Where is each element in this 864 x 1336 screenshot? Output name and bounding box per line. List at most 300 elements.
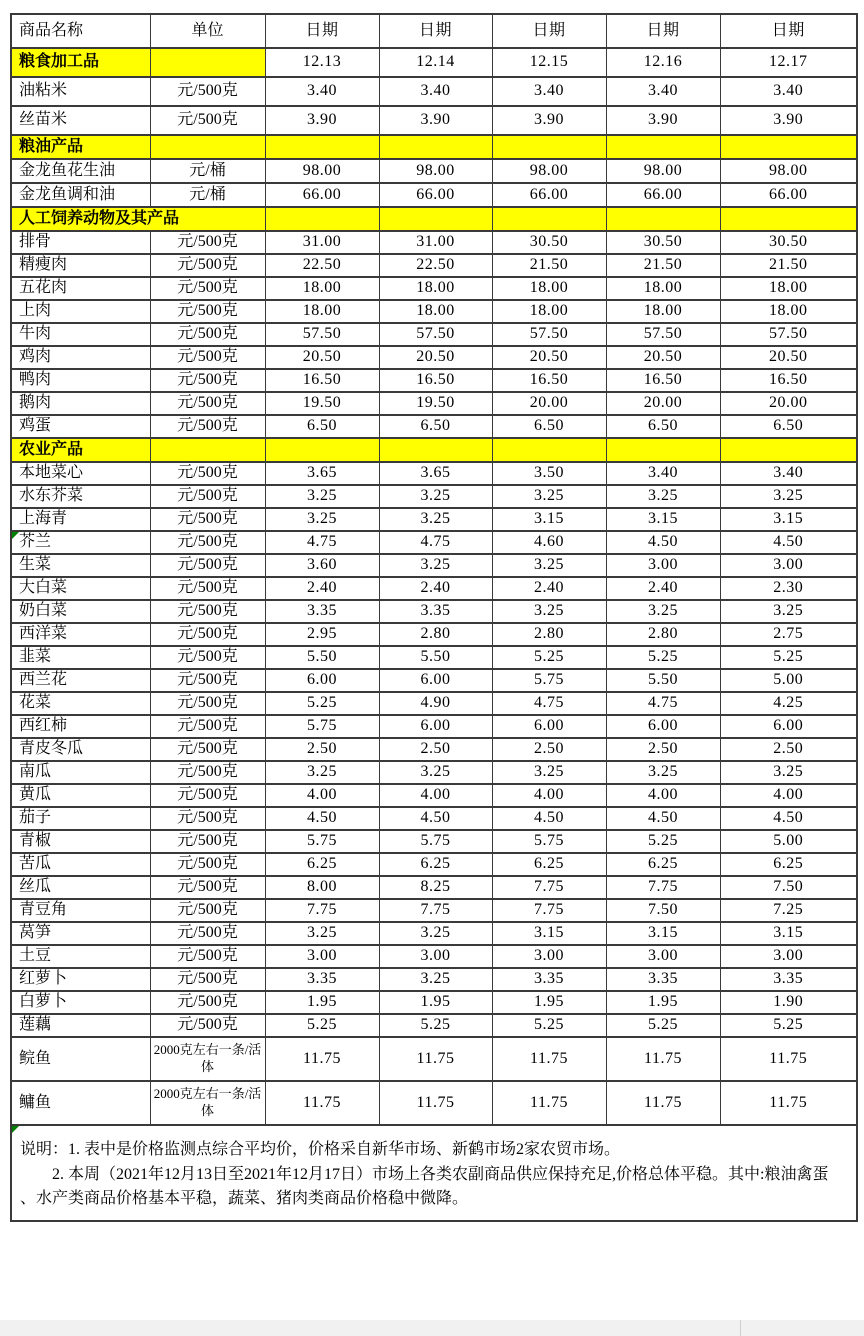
unit-cell[interactable]: 元/500克: [150, 106, 265, 135]
section-filler-cell[interactable]: [720, 438, 857, 462]
price-cell[interactable]: 5.00: [720, 669, 857, 692]
price-cell[interactable]: 18.00: [265, 277, 379, 300]
unit-cell[interactable]: 元/500克: [150, 922, 265, 945]
product-cell[interactable]: 西兰花: [11, 669, 150, 692]
price-cell[interactable]: 16.50: [265, 369, 379, 392]
price-cell[interactable]: 3.25: [606, 600, 720, 623]
section-filler-cell[interactable]: [606, 438, 720, 462]
price-cell[interactable]: 3.00: [720, 554, 857, 577]
product-cell[interactable]: 芥兰: [11, 531, 150, 554]
price-cell[interactable]: 1.95: [379, 991, 492, 1014]
price-cell[interactable]: 1.95: [492, 991, 606, 1014]
price-cell[interactable]: 4.00: [606, 784, 720, 807]
price-cell[interactable]: 4.75: [492, 692, 606, 715]
column-header-date[interactable]: 日期: [265, 14, 379, 48]
unit-cell[interactable]: 元/500克: [150, 300, 265, 323]
price-cell[interactable]: 5.25: [379, 1014, 492, 1037]
price-cell[interactable]: 66.00: [606, 183, 720, 207]
price-cell[interactable]: 3.90: [379, 106, 492, 135]
price-cell[interactable]: 4.75: [265, 531, 379, 554]
section-title-cell[interactable]: 人工饲养动物及其产品: [11, 207, 265, 231]
price-cell[interactable]: 7.75: [606, 876, 720, 899]
unit-cell[interactable]: 元/500克: [150, 715, 265, 738]
unit-cell[interactable]: 元/500克: [150, 462, 265, 485]
price-cell[interactable]: 3.25: [720, 761, 857, 784]
section-filler-cell[interactable]: [492, 438, 606, 462]
price-cell[interactable]: 2.50: [265, 738, 379, 761]
price-cell[interactable]: 5.50: [265, 646, 379, 669]
price-cell[interactable]: 8.00: [265, 876, 379, 899]
price-cell[interactable]: 6.25: [606, 853, 720, 876]
price-cell[interactable]: 11.75: [720, 1037, 857, 1081]
section-unit-cell[interactable]: [150, 438, 265, 462]
product-cell[interactable]: 黄瓜: [11, 784, 150, 807]
price-cell[interactable]: 6.25: [492, 853, 606, 876]
column-header-date[interactable]: 日期: [379, 14, 492, 48]
unit-cell[interactable]: 元/500克: [150, 761, 265, 784]
unit-cell[interactable]: 元/500克: [150, 784, 265, 807]
unit-cell[interactable]: 元/500克: [150, 323, 265, 346]
price-cell[interactable]: 11.75: [492, 1037, 606, 1081]
product-cell[interactable]: 金龙鱼调和油: [11, 183, 150, 207]
product-cell[interactable]: 奶白菜: [11, 600, 150, 623]
price-cell[interactable]: 5.25: [606, 830, 720, 853]
unit-cell[interactable]: 元/500克: [150, 231, 265, 254]
section-filler-cell[interactable]: [379, 438, 492, 462]
product-cell[interactable]: 青豆角: [11, 899, 150, 922]
price-cell[interactable]: 66.00: [265, 183, 379, 207]
price-cell[interactable]: 7.50: [720, 876, 857, 899]
unit-cell[interactable]: 元/500克: [150, 945, 265, 968]
price-cell[interactable]: 4.50: [720, 807, 857, 830]
price-cell[interactable]: 3.40: [492, 77, 606, 106]
product-cell[interactable]: 水东芥菜: [11, 485, 150, 508]
price-cell[interactable]: 98.00: [720, 159, 857, 183]
price-cell[interactable]: 7.75: [265, 899, 379, 922]
price-cell[interactable]: 6.50: [265, 415, 379, 438]
price-cell[interactable]: 11.75: [606, 1081, 720, 1125]
price-cell[interactable]: 2.80: [492, 623, 606, 646]
price-cell[interactable]: 3.25: [379, 554, 492, 577]
price-cell[interactable]: 2.50: [379, 738, 492, 761]
price-cell[interactable]: 3.35: [606, 968, 720, 991]
price-cell[interactable]: 6.00: [265, 669, 379, 692]
unit-cell[interactable]: 元/500克: [150, 77, 265, 106]
price-cell[interactable]: 6.50: [606, 415, 720, 438]
price-cell[interactable]: 6.25: [379, 853, 492, 876]
price-cell[interactable]: 3.15: [720, 922, 857, 945]
product-cell[interactable]: 苦瓜: [11, 853, 150, 876]
price-cell[interactable]: 3.00: [265, 945, 379, 968]
unit-cell[interactable]: 元/500克: [150, 415, 265, 438]
price-cell[interactable]: 31.00: [265, 231, 379, 254]
price-cell[interactable]: 3.00: [492, 945, 606, 968]
price-cell[interactable]: 30.50: [606, 231, 720, 254]
price-cell[interactable]: 5.75: [265, 830, 379, 853]
price-cell[interactable]: 3.25: [492, 554, 606, 577]
price-cell[interactable]: 30.50: [720, 231, 857, 254]
product-cell[interactable]: 青椒: [11, 830, 150, 853]
price-cell[interactable]: 20.50: [265, 346, 379, 369]
price-cell[interactable]: 3.15: [492, 922, 606, 945]
price-cell[interactable]: 3.25: [720, 485, 857, 508]
section-unit-cell[interactable]: [150, 48, 265, 77]
price-cell[interactable]: 2.40: [606, 577, 720, 600]
column-header-date[interactable]: 日期: [606, 14, 720, 48]
price-cell[interactable]: 6.00: [720, 715, 857, 738]
price-cell[interactable]: 5.50: [379, 646, 492, 669]
price-cell[interactable]: 4.60: [492, 531, 606, 554]
price-cell[interactable]: 3.00: [606, 945, 720, 968]
price-cell[interactable]: 20.00: [606, 392, 720, 415]
unit-cell[interactable]: 元/500克: [150, 346, 265, 369]
price-cell[interactable]: 7.25: [720, 899, 857, 922]
price-cell[interactable]: 18.00: [492, 277, 606, 300]
price-cell[interactable]: 5.25: [265, 692, 379, 715]
product-cell[interactable]: 莴笋: [11, 922, 150, 945]
price-cell[interactable]: 18.00: [720, 300, 857, 323]
price-cell[interactable]: 1.90: [720, 991, 857, 1014]
price-cell[interactable]: 3.25: [606, 761, 720, 784]
product-cell[interactable]: 鸡蛋: [11, 415, 150, 438]
price-cell[interactable]: 22.50: [265, 254, 379, 277]
price-cell[interactable]: 3.25: [379, 968, 492, 991]
product-cell[interactable]: 花菜: [11, 692, 150, 715]
product-cell[interactable]: 鲩鱼: [11, 1037, 150, 1081]
price-cell[interactable]: 5.25: [720, 1014, 857, 1037]
price-cell[interactable]: 2.75: [720, 623, 857, 646]
price-cell[interactable]: 2.50: [492, 738, 606, 761]
price-cell[interactable]: 3.25: [265, 485, 379, 508]
price-cell[interactable]: 4.00: [265, 784, 379, 807]
price-cell[interactable]: 3.50: [492, 462, 606, 485]
price-cell[interactable]: 30.50: [492, 231, 606, 254]
price-cell[interactable]: 3.00: [720, 945, 857, 968]
product-cell[interactable]: 韭菜: [11, 646, 150, 669]
column-header-date[interactable]: 日期: [720, 14, 857, 48]
price-cell[interactable]: 6.00: [606, 715, 720, 738]
price-cell[interactable]: 6.00: [379, 669, 492, 692]
price-cell[interactable]: 5.50: [606, 669, 720, 692]
price-cell[interactable]: 5.25: [492, 646, 606, 669]
product-cell[interactable]: 西红柿: [11, 715, 150, 738]
price-cell[interactable]: 3.25: [379, 508, 492, 531]
product-cell[interactable]: 莲藕: [11, 1014, 150, 1037]
price-cell[interactable]: 4.50: [606, 807, 720, 830]
price-cell[interactable]: 3.00: [606, 554, 720, 577]
date-cell[interactable]: 12.15: [492, 48, 606, 77]
unit-cell[interactable]: 元/500克: [150, 830, 265, 853]
price-cell[interactable]: 2.80: [379, 623, 492, 646]
price-cell[interactable]: 4.75: [379, 531, 492, 554]
price-cell[interactable]: 3.40: [606, 77, 720, 106]
price-cell[interactable]: 6.25: [720, 853, 857, 876]
unit-cell[interactable]: 元/500克: [150, 392, 265, 415]
price-cell[interactable]: 6.00: [492, 715, 606, 738]
column-header-unit[interactable]: 单位: [150, 14, 265, 48]
price-cell[interactable]: 20.50: [379, 346, 492, 369]
price-cell[interactable]: 3.25: [606, 485, 720, 508]
price-cell[interactable]: 16.50: [606, 369, 720, 392]
price-cell[interactable]: 11.75: [379, 1081, 492, 1125]
price-cell[interactable]: 2.50: [606, 738, 720, 761]
unit-cell[interactable]: 元/500克: [150, 738, 265, 761]
price-cell[interactable]: 3.90: [265, 106, 379, 135]
unit-cell[interactable]: 2000克左右一条/活体: [150, 1037, 265, 1081]
price-cell[interactable]: 18.00: [492, 300, 606, 323]
price-cell[interactable]: 66.00: [720, 183, 857, 207]
product-cell[interactable]: 牛肉: [11, 323, 150, 346]
date-cell[interactable]: 12.17: [720, 48, 857, 77]
price-cell[interactable]: 57.50: [606, 323, 720, 346]
price-cell[interactable]: 11.75: [379, 1037, 492, 1081]
price-cell[interactable]: 6.50: [720, 415, 857, 438]
price-cell[interactable]: 3.65: [265, 462, 379, 485]
price-cell[interactable]: 4.25: [720, 692, 857, 715]
price-cell[interactable]: 18.00: [379, 300, 492, 323]
price-cell[interactable]: 7.75: [492, 899, 606, 922]
price-cell[interactable]: 3.40: [720, 462, 857, 485]
product-cell[interactable]: 五花肉: [11, 277, 150, 300]
price-cell[interactable]: 6.00: [379, 715, 492, 738]
section-filler-cell[interactable]: [606, 135, 720, 159]
price-cell[interactable]: 4.00: [379, 784, 492, 807]
price-cell[interactable]: 18.00: [606, 277, 720, 300]
price-cell[interactable]: 5.25: [720, 646, 857, 669]
price-cell[interactable]: 3.40: [265, 77, 379, 106]
price-cell[interactable]: 1.95: [606, 991, 720, 1014]
price-cell[interactable]: 5.25: [492, 1014, 606, 1037]
unit-cell[interactable]: 元/500克: [150, 876, 265, 899]
price-cell[interactable]: 2.40: [265, 577, 379, 600]
product-cell[interactable]: 精瘦肉: [11, 254, 150, 277]
price-cell[interactable]: 3.15: [606, 508, 720, 531]
section-title-cell[interactable]: 农业产品: [11, 438, 150, 462]
price-cell[interactable]: 22.50: [379, 254, 492, 277]
price-cell[interactable]: 5.75: [379, 830, 492, 853]
unit-cell[interactable]: 元/500克: [150, 991, 265, 1014]
price-cell[interactable]: 98.00: [379, 159, 492, 183]
section-title-cell[interactable]: 粮食加工品: [11, 48, 150, 77]
price-cell[interactable]: 18.00: [379, 277, 492, 300]
price-cell[interactable]: 4.00: [492, 784, 606, 807]
section-filler-cell[interactable]: [265, 135, 379, 159]
price-cell[interactable]: 11.75: [265, 1037, 379, 1081]
price-cell[interactable]: 3.65: [379, 462, 492, 485]
price-cell[interactable]: 3.15: [606, 922, 720, 945]
product-cell[interactable]: 本地菜心: [11, 462, 150, 485]
price-cell[interactable]: 4.50: [720, 531, 857, 554]
product-cell[interactable]: 鸡肉: [11, 346, 150, 369]
unit-cell[interactable]: 元/500克: [150, 623, 265, 646]
price-cell[interactable]: 5.75: [265, 715, 379, 738]
price-cell[interactable]: 4.50: [606, 531, 720, 554]
section-filler-cell[interactable]: [379, 207, 492, 231]
date-cell[interactable]: 12.13: [265, 48, 379, 77]
price-cell[interactable]: 5.00: [720, 830, 857, 853]
price-cell[interactable]: 3.35: [379, 600, 492, 623]
price-cell[interactable]: 2.50: [720, 738, 857, 761]
price-cell[interactable]: 21.50: [606, 254, 720, 277]
price-cell[interactable]: 8.25: [379, 876, 492, 899]
unit-cell[interactable]: 元/500克: [150, 485, 265, 508]
price-cell[interactable]: 21.50: [720, 254, 857, 277]
price-cell[interactable]: 3.35: [492, 968, 606, 991]
price-cell[interactable]: 16.50: [492, 369, 606, 392]
product-cell[interactable]: 鳙鱼: [11, 1081, 150, 1125]
price-cell[interactable]: 2.95: [265, 623, 379, 646]
section-unit-cell[interactable]: [150, 135, 265, 159]
product-cell[interactable]: 金龙鱼花生油: [11, 159, 150, 183]
product-cell[interactable]: 青皮冬瓜: [11, 738, 150, 761]
price-cell[interactable]: 3.25: [265, 922, 379, 945]
unit-cell[interactable]: 元/500克: [150, 853, 265, 876]
unit-cell[interactable]: 元/500克: [150, 531, 265, 554]
price-cell[interactable]: 20.50: [492, 346, 606, 369]
price-cell[interactable]: 11.75: [720, 1081, 857, 1125]
column-header-product[interactable]: 商品名称: [11, 14, 150, 48]
price-cell[interactable]: 57.50: [379, 323, 492, 346]
price-cell[interactable]: 57.50: [265, 323, 379, 346]
price-cell[interactable]: 3.40: [379, 77, 492, 106]
price-cell[interactable]: 3.25: [379, 922, 492, 945]
section-filler-cell[interactable]: [720, 135, 857, 159]
unit-cell[interactable]: 元/500克: [150, 692, 265, 715]
price-cell[interactable]: 16.50: [720, 369, 857, 392]
price-cell[interactable]: 3.60: [265, 554, 379, 577]
price-cell[interactable]: 3.90: [492, 106, 606, 135]
product-cell[interactable]: 排骨: [11, 231, 150, 254]
price-cell[interactable]: 5.25: [606, 646, 720, 669]
section-filler-cell[interactable]: [265, 207, 379, 231]
price-cell[interactable]: 3.40: [606, 462, 720, 485]
unit-cell[interactable]: 元/500克: [150, 1014, 265, 1037]
price-cell[interactable]: 2.40: [492, 577, 606, 600]
section-filler-cell[interactable]: [265, 438, 379, 462]
section-filler-cell[interactable]: [606, 207, 720, 231]
price-cell[interactable]: 11.75: [265, 1081, 379, 1125]
product-cell[interactable]: 生菜: [11, 554, 150, 577]
column-header-date[interactable]: 日期: [492, 14, 606, 48]
price-cell[interactable]: 4.50: [379, 807, 492, 830]
price-cell[interactable]: 5.75: [492, 669, 606, 692]
product-cell[interactable]: 西洋菜: [11, 623, 150, 646]
unit-cell[interactable]: 元/500克: [150, 577, 265, 600]
price-cell[interactable]: 20.00: [492, 392, 606, 415]
price-cell[interactable]: 2.80: [606, 623, 720, 646]
product-cell[interactable]: 油粘米: [11, 77, 150, 106]
price-cell[interactable]: 66.00: [379, 183, 492, 207]
unit-cell[interactable]: 元/桶: [150, 159, 265, 183]
price-cell[interactable]: 18.00: [606, 300, 720, 323]
price-cell[interactable]: 5.75: [492, 830, 606, 853]
price-cell[interactable]: 6.25: [265, 853, 379, 876]
price-cell[interactable]: 18.00: [720, 277, 857, 300]
price-cell[interactable]: 57.50: [492, 323, 606, 346]
price-cell[interactable]: 18.00: [265, 300, 379, 323]
price-cell[interactable]: 3.40: [720, 77, 857, 106]
unit-cell[interactable]: 元/500克: [150, 646, 265, 669]
section-filler-cell[interactable]: [720, 207, 857, 231]
price-cell[interactable]: 20.50: [720, 346, 857, 369]
unit-cell[interactable]: 元/500克: [150, 254, 265, 277]
product-cell[interactable]: 丝苗米: [11, 106, 150, 135]
price-cell[interactable]: 19.50: [265, 392, 379, 415]
unit-cell[interactable]: 元/500克: [150, 807, 265, 830]
unit-cell[interactable]: 元/桶: [150, 183, 265, 207]
price-cell[interactable]: 2.30: [720, 577, 857, 600]
price-cell[interactable]: 2.40: [379, 577, 492, 600]
product-cell[interactable]: 土豆: [11, 945, 150, 968]
price-cell[interactable]: 3.35: [265, 968, 379, 991]
price-cell[interactable]: 7.75: [492, 876, 606, 899]
price-cell[interactable]: 11.75: [492, 1081, 606, 1125]
price-cell[interactable]: 20.50: [606, 346, 720, 369]
price-cell[interactable]: 20.00: [720, 392, 857, 415]
price-cell[interactable]: 3.35: [265, 600, 379, 623]
price-cell[interactable]: 57.50: [720, 323, 857, 346]
unit-cell[interactable]: 元/500克: [150, 669, 265, 692]
unit-cell[interactable]: 2000克左右一条/活体: [150, 1081, 265, 1125]
note-cell[interactable]: [11, 1125, 857, 1221]
unit-cell[interactable]: 元/500克: [150, 968, 265, 991]
price-cell[interactable]: 3.25: [492, 600, 606, 623]
unit-cell[interactable]: 元/500克: [150, 369, 265, 392]
price-cell[interactable]: 6.50: [492, 415, 606, 438]
unit-cell[interactable]: 元/500克: [150, 899, 265, 922]
price-cell[interactable]: 98.00: [492, 159, 606, 183]
price-cell[interactable]: 21.50: [492, 254, 606, 277]
price-cell[interactable]: 3.25: [265, 761, 379, 784]
price-cell[interactable]: 3.15: [720, 508, 857, 531]
unit-cell[interactable]: 元/500克: [150, 554, 265, 577]
price-cell[interactable]: 3.35: [720, 968, 857, 991]
price-cell[interactable]: 31.00: [379, 231, 492, 254]
price-cell[interactable]: 6.50: [379, 415, 492, 438]
section-title-cell[interactable]: 粮油产品: [11, 135, 150, 159]
price-cell[interactable]: 1.95: [265, 991, 379, 1014]
price-cell[interactable]: 5.25: [606, 1014, 720, 1037]
date-cell[interactable]: 12.14: [379, 48, 492, 77]
price-cell[interactable]: 3.25: [492, 485, 606, 508]
unit-cell[interactable]: 元/500克: [150, 508, 265, 531]
price-cell[interactable]: 7.50: [606, 899, 720, 922]
price-cell[interactable]: 4.50: [492, 807, 606, 830]
unit-cell[interactable]: 元/500克: [150, 600, 265, 623]
price-cell[interactable]: 16.50: [379, 369, 492, 392]
product-cell[interactable]: 丝瓜: [11, 876, 150, 899]
price-cell[interactable]: 3.25: [379, 761, 492, 784]
price-cell[interactable]: 4.50: [265, 807, 379, 830]
price-cell[interactable]: 3.25: [720, 600, 857, 623]
price-cell[interactable]: 66.00: [492, 183, 606, 207]
product-cell[interactable]: 红萝卜: [11, 968, 150, 991]
price-cell[interactable]: 3.00: [379, 945, 492, 968]
price-cell[interactable]: 4.00: [720, 784, 857, 807]
price-cell[interactable]: 98.00: [606, 159, 720, 183]
price-cell[interactable]: 3.25: [492, 761, 606, 784]
product-cell[interactable]: 茄子: [11, 807, 150, 830]
section-filler-cell[interactable]: [492, 135, 606, 159]
product-cell[interactable]: 白萝卜: [11, 991, 150, 1014]
price-cell[interactable]: 3.15: [492, 508, 606, 531]
price-cell[interactable]: 3.25: [265, 508, 379, 531]
price-cell[interactable]: 11.75: [606, 1037, 720, 1081]
price-cell[interactable]: 3.25: [379, 485, 492, 508]
product-cell[interactable]: 上海青: [11, 508, 150, 531]
price-cell[interactable]: 3.90: [606, 106, 720, 135]
product-cell[interactable]: 南瓜: [11, 761, 150, 784]
